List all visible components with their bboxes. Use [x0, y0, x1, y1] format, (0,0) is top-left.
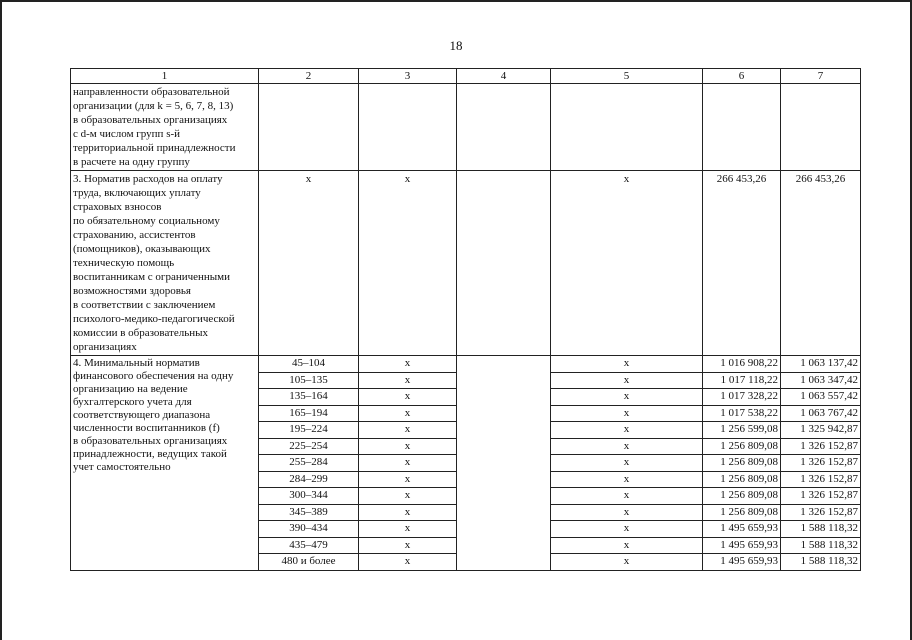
table-cell: х — [359, 504, 457, 521]
table-row — [71, 356, 861, 373]
table-cell — [703, 84, 781, 171]
scan-border-left — [0, 0, 2, 640]
table-cell: х — [551, 356, 703, 373]
table-cell: 1 017 328,22 — [703, 389, 781, 406]
table-cell: 1 017 118,22 — [703, 372, 781, 389]
table-cell: х — [551, 471, 703, 488]
header-cell: 5 — [551, 69, 703, 84]
table-cell: х — [359, 372, 457, 389]
table-cell: 1 495 659,93 — [703, 554, 781, 571]
table-cell: х — [359, 488, 457, 505]
row-description: направленности образовательной организации (для k = 5, 6, 7, 8, 13) в образовательных организациях с d-м числом групп s-й территориальной принадлежности в расчете на одну группу — [71, 84, 259, 171]
header-cell: 2 — [259, 69, 359, 84]
table-cell: х — [359, 455, 457, 472]
table-cell: х — [551, 455, 703, 472]
table-cell: 1 256 809,08 — [703, 488, 781, 505]
range-cell: 105–135 — [259, 372, 359, 389]
header-cell: 4 — [457, 69, 551, 84]
table-cell: 1 326 152,87 — [781, 488, 861, 505]
table-cell: х — [551, 171, 703, 356]
table-cell: 1 063 767,42 — [781, 405, 861, 422]
table-cell: х — [551, 537, 703, 554]
table-cell — [551, 84, 703, 171]
header-cell: 1 — [71, 69, 259, 84]
table-cell: х — [259, 171, 359, 356]
table-cell: 1 588 118,32 — [781, 521, 861, 538]
table-cell: х — [551, 554, 703, 571]
table-cell: 1 588 118,32 — [781, 554, 861, 571]
table-cell: х — [551, 389, 703, 406]
table-cell: х — [359, 405, 457, 422]
table-cell: 1 256 809,08 — [703, 504, 781, 521]
range-cell: 45–104 — [259, 356, 359, 373]
table-cell: х — [551, 438, 703, 455]
table-cell — [359, 84, 457, 171]
range-cell: 390–434 — [259, 521, 359, 538]
page-number: 18 — [449, 38, 463, 53]
range-cell: 480 и более — [259, 554, 359, 571]
table-cell — [457, 171, 551, 356]
table-cell: х — [359, 471, 457, 488]
table-cell: 266 453,26 — [703, 171, 781, 356]
header-cell: 3 — [359, 69, 457, 84]
table-cell: 1 256 809,08 — [703, 471, 781, 488]
table-cell — [781, 84, 861, 171]
table-cell: 1 326 152,87 — [781, 471, 861, 488]
row-description: 3. Норматив расходов на оплату труда, включающих уплату страховых взносов по обязательному социальному страхованию, ассистентов (помощников), оказывающих техническую помощь воспитанникам с ограниченными возможностями здоровья в соответствии с заключением психолого-медико-педагогической комиссии в образовательных организациях — [71, 171, 259, 356]
table-cell: 1 256 599,08 — [703, 422, 781, 439]
table-cell: 1 325 942,87 — [781, 422, 861, 439]
table-cell: х — [551, 488, 703, 505]
table-cell: 1 495 659,93 — [703, 537, 781, 554]
table-cell: х — [359, 356, 457, 373]
table-cell: 1 326 152,87 — [781, 438, 861, 455]
table-cell: 1 016 908,22 — [703, 356, 781, 373]
table-cell: 1 326 152,87 — [781, 455, 861, 472]
table-cell: 1 017 538,22 — [703, 405, 781, 422]
header-cell: 6 — [703, 69, 781, 84]
table-cell: 1 063 347,42 — [781, 372, 861, 389]
table-cell — [457, 84, 551, 171]
table-cell: х — [551, 422, 703, 439]
table-cell: х — [359, 537, 457, 554]
table-cell: х — [551, 521, 703, 538]
table-cell: х — [551, 405, 703, 422]
table-row — [71, 171, 861, 356]
table-cell — [457, 356, 551, 571]
range-cell: 255–284 — [259, 455, 359, 472]
table-cell: х — [359, 554, 457, 571]
table-cell: 1 063 557,42 — [781, 389, 861, 406]
table-cell: х — [359, 389, 457, 406]
range-cell: 225–254 — [259, 438, 359, 455]
table-cell: 1 063 137,42 — [781, 356, 861, 373]
range-cell: 195–224 — [259, 422, 359, 439]
range-cell: 165–194 — [259, 405, 359, 422]
table-cell — [259, 84, 359, 171]
table-header-row — [71, 69, 861, 84]
range-cell: 135–164 — [259, 389, 359, 406]
table-cell: 1 588 118,32 — [781, 537, 861, 554]
range-cell: 435–479 — [259, 537, 359, 554]
range-cell: 300–344 — [259, 488, 359, 505]
header-cell: 7 — [781, 69, 861, 84]
norms-table — [70, 68, 861, 571]
table-cell: 1 495 659,93 — [703, 521, 781, 538]
table-cell: 1 326 152,87 — [781, 504, 861, 521]
range-cell: 345–389 — [259, 504, 359, 521]
table-cell: х — [359, 171, 457, 356]
table-row — [71, 84, 861, 171]
table-cell: 266 453,26 — [781, 171, 861, 356]
row-description: 4. Минимальный норматив финансового обеспечения на одну организацию на ведение бухгалтерского учета для соответствующего диапазона численности воспитанников (f) в образовательных организациях принадлежности, ведущих такой учет самостоятельно — [71, 356, 259, 571]
table-cell: 1 256 809,08 — [703, 455, 781, 472]
table-cell: х — [551, 372, 703, 389]
scan-border-top — [0, 0, 912, 2]
table-cell: 1 256 809,08 — [703, 438, 781, 455]
table-cell: х — [359, 521, 457, 538]
table-cell: х — [359, 422, 457, 439]
range-cell: 284–299 — [259, 471, 359, 488]
table-cell: х — [551, 504, 703, 521]
table-cell: х — [359, 438, 457, 455]
